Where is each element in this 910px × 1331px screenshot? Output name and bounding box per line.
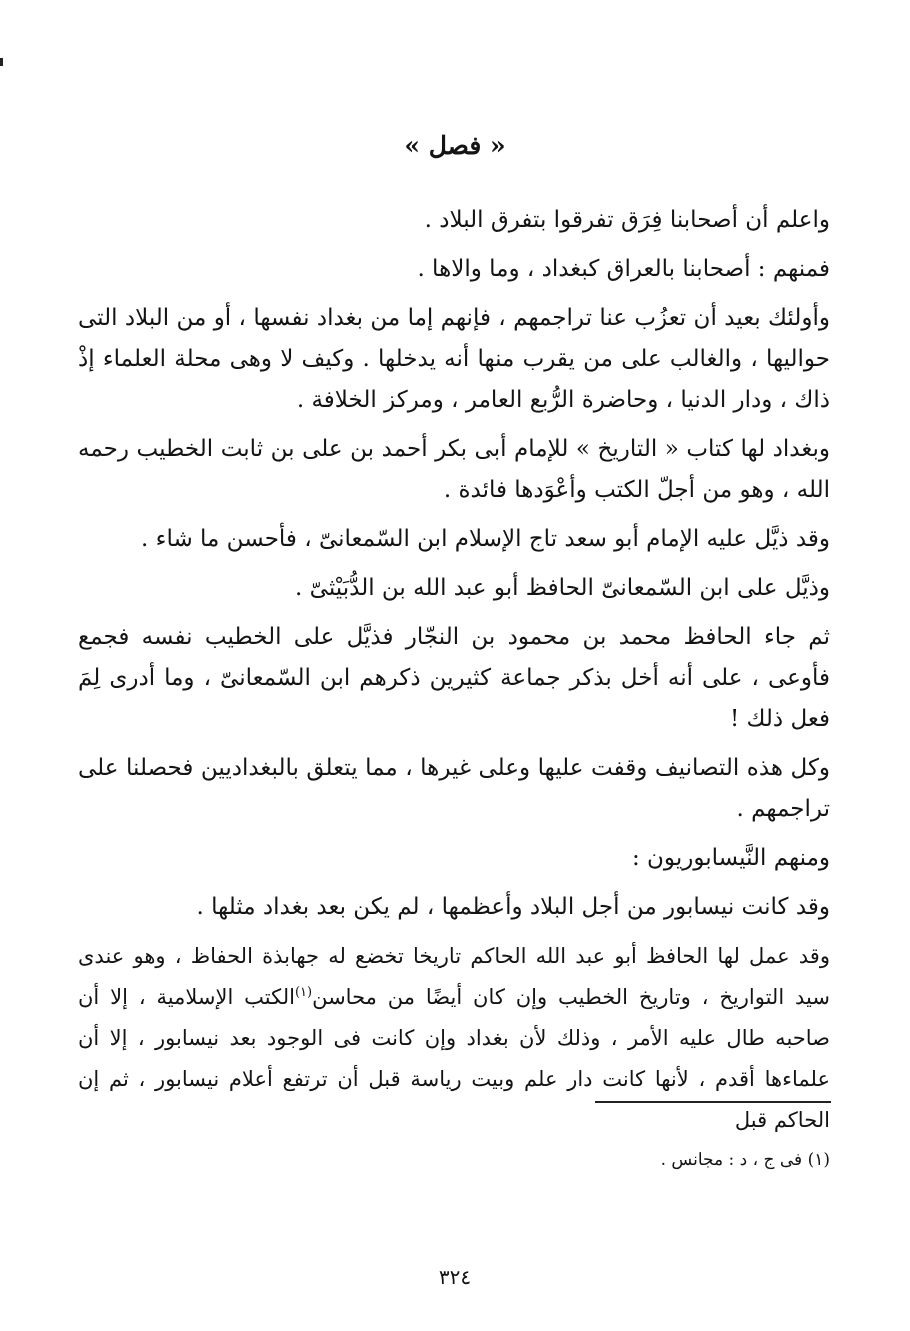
paragraph-text-part: وقد عمل لها الحافظ أبو عبد الله الحاكم تاريخا تخضع له جهابذة الحفاظ ، وهو عندى سيد التواريخ ، وتاريخ الخطيب وإن كان أيضًا من محاسن	[78, 944, 830, 1009]
paragraph: وقد ذيَّل عليه الإمام أبو سعد تاج الإسلام ابن السّمعانىّ ، فأحسن ما شاء .	[141, 526, 830, 552]
section-heading: « فصل »	[404, 131, 506, 160]
paragraph-text-part: الكتب الإسلامية ، إلا أن صاحبه طال عليه الأمر ، وذلك لأن بغداد وإن كانت فى الوجود بعد نيسابور ، إلا أن علماءها أقدم ، لأنها كانت دار علم وبيت رياسة قبل أن ترتفع أعلام نيسابور ، ثم إن الحاكم قبل	[78, 985, 830, 1132]
main-text	[78, 200, 830, 1149]
paragraph: وبغداد لها كتاب « التاريخ » للإمام أبى بكر أحمد بن على بن ثابت الخطيب رحمه الله ، وهو من أجلّ الكتب وأعْوَدها فائدة .	[78, 436, 830, 503]
paragraph: وذيَّل على ابن السّمعانىّ الحافظ أبو عبد الله بن الدُّبَيْثىّ .	[295, 575, 830, 601]
paragraph: ثم جاء الحافظ محمد بن محمود بن النجّار فذيَّل على الخطيب نفسه فجمع فأوعى ، على أنه أخل بذكر جماعة كثيرين ذكرهم ابن السّمعانىّ ، وما أدرى لِمَ فعل ذلك !	[78, 624, 830, 732]
footnote: (١) فى ج ، د : مجانس .	[660, 1150, 830, 1170]
paragraph-with-footnote	[78, 936, 830, 1141]
footnote-divider	[595, 1101, 831, 1103]
scan-edge-mark	[0, 58, 3, 66]
paragraph: ومنهم النَّيسابوريون :	[631, 845, 830, 871]
paragraph: وكل هذه التصانيف وقفت عليها وعلى غيرها ، مما يتعلق بالبغداديين فحصلنا على تراجمهم .	[78, 755, 830, 822]
paragraph: وأولئك بعيد أن تعزُب عنا تراجمهم ، فإنهم إما من بغداد نفسها ، أو من البلاد التى حواليها ، والغالب على من يقرب منها أنه يدخلها . وكيف لا وهى محلة العلماء إذْ ذاك ، ودار الدنيا ، وحاضرة الرُّبع العامر ، ومركز الخلافة .	[78, 305, 830, 413]
paragraph: فمنهم : أصحابنا بالعراق كبغداد ، وما والاها .	[417, 256, 830, 282]
page-number: ٣٢٤	[438, 1265, 472, 1289]
footnote-reference[interactable]: (١)	[294, 985, 313, 1000]
paragraph: وقد كانت نيسابور من أجل البلاد وأعظمها ، لم يكن بعد بغداد مثلها .	[196, 894, 830, 920]
paragraph: واعلم أن أصحابنا فِرَق تفرقوا بتفرق البلاد .	[424, 207, 830, 233]
